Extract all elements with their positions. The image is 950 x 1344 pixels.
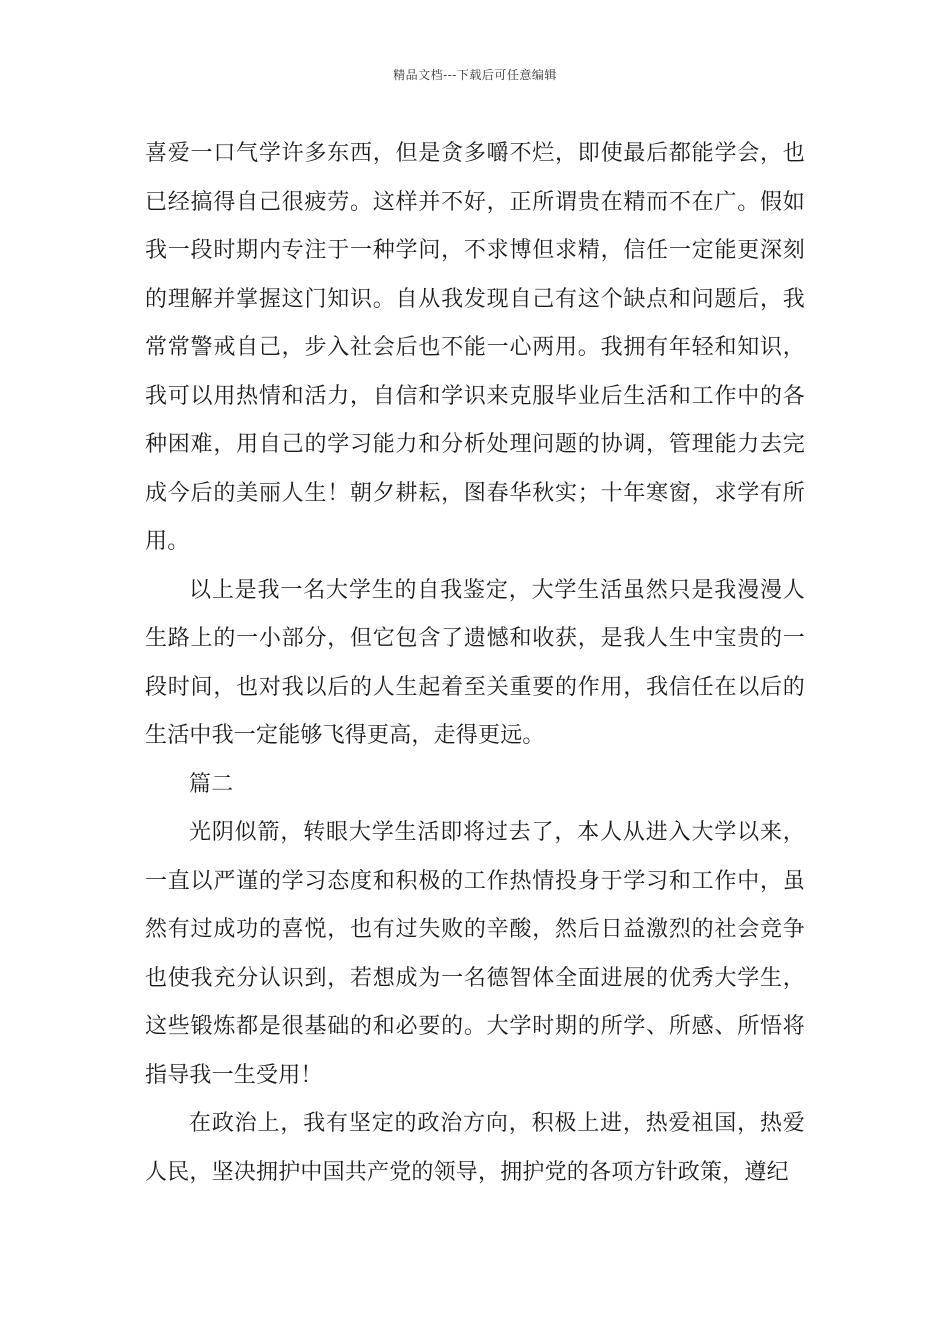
paragraph-politics: 在政治上，我有坚定的政治方向，积极上进，热爱祖国，热爱人民，坚决拥护中国共产党的领导，拥护党的各项方针政策，遵纪	[145, 1111, 805, 1185]
paragraph-part-two-intro: 光阴似箭，转眼大学生活即将过去了，本人从进入大学以来，一直以严谨的学习态度和积极的工作热情投身于学习和工作中，虽然有过成功的喜悦，也有过失败的辛酸，然后日益激烈的社会竞争也使我充分认识到，若想成为一名德智体全面进展的优秀大学生，这些锻炼都是很基础的和必要的。大学时期的所学、所感、所悟将指导我一生受用！	[145, 820, 805, 1088]
paragraph-continuation: 喜爱一口气学许多东西，但是贪多嚼不烂，即使最后都能学会，也已经搞得自己很疲劳。这样并不好，正所谓贵在精而不在广。假如我一段时期内专注于一种学问，不求博但求精，信任一定能更深刻的理解并掌握这门知识。自从我发现自己有这个缺点和问题后，我常常警戒自己，步入社会后也不能一心两用。我拥有年轻和知识，我可以用热情和活力，自信和学识来克服毕业后生活和工作中的各种困难，用自己的学习能力和分析处理问题的协调，管理能力去完成今后的美丽人生！朝夕耕耘，图春华秋实；十年寒窗，求学有所用。	[145, 141, 805, 554]
document-body	[145, 130, 805, 1197]
paragraph-self-evaluation-summary: 以上是我一名大学生的自我鉴定，大学生活虽然只是我漫漫人生路上的一小部分，但它包含了遗憾和收获，是我人生中宝贵的一段时间，也对我以后的人生起着至关重要的作用，我信任在以后的生活中我一定能够飞得更高，走得更远。	[145, 577, 805, 748]
section-heading-part-two: 篇二	[189, 771, 234, 797]
page-header: 精品文档---下载后可任意编辑	[393, 68, 557, 82]
